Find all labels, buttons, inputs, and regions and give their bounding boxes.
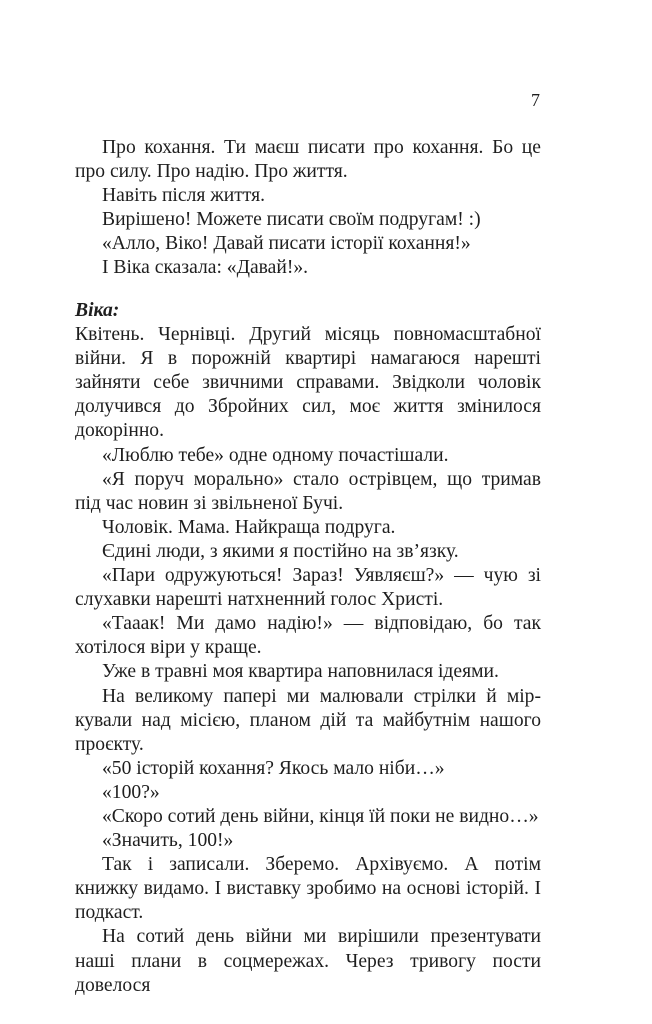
- intro-paragraph: «Алло, Віко! Давай писати історії кохання!»: [102, 233, 471, 255]
- paragraph: «50 історій кохання? Якось мало ніби…»: [102, 757, 445, 779]
- intro-paragraph: Вирішено! Можете писати своїм подругам! :): [102, 209, 481, 231]
- paragraph: «Я поруч морально» стало острівцем, що тримав під час новин зі звільненої Бучі.: [75, 468, 541, 514]
- paragraph: «Люблю тебе» одне одному почастішали.: [102, 444, 449, 466]
- paragraph: «100?»: [102, 781, 160, 803]
- paragraph: На сотий день війни ми вирішили презентувати наші плани в соцмережах. Через тривогу пости довелося: [75, 926, 541, 996]
- paragraph: Уже в травні моя квартира наповнилася ідеями.: [102, 661, 499, 683]
- intro-paragraph: І Віка сказала: «Давай!».: [102, 257, 309, 279]
- intro-paragraph: Навіть після життя.: [102, 185, 266, 207]
- paragraph: «Пари одружуються! Зараз! Уявляєш?» — чую зі слухавки нарешті натхненний голос Христі.: [75, 565, 541, 611]
- page-number: 7: [531, 90, 540, 110]
- paragraph: Єдині люди, з якими я постійно на зв’язку.: [102, 540, 459, 562]
- intro-paragraph: Про кохання. Ти маєш писати про кохання. Бо це про силу. Про надію. Про життя.: [75, 137, 541, 183]
- section-heading: Віка:: [75, 300, 120, 321]
- paragraph: На великому папері ми малювали стрілки й міркували над місією, планом дій та майбутнім нашого проєкту.: [75, 685, 541, 755]
- intro-block: [75, 136, 541, 281]
- section-block: [75, 299, 541, 998]
- paragraph: Чоловік. Мама. Найкраща подруга.: [102, 516, 396, 538]
- paragraph: «Тааак! Ми дамо надію!» — відповідаю, бо так хотілося віри у краще.: [75, 613, 541, 659]
- paragraph: «Скоро сотий день війни, кінця їй поки не видно…»: [102, 805, 539, 827]
- paragraph: Так і записали. Зберемо. Архівуємо. А потім книжку видамо. І виставку зробимо на основі історій. І подкаст.: [75, 854, 541, 924]
- paragraph: Квітень. Чернівці. Другий місяць повномасштабної війни. Я в порожній квартирі намагаюся нарешті зайняти себе звичними справами. Звідколи чоловік долучився до Збройних сил, моє життя змінилося докорінно.: [75, 324, 541, 442]
- paragraph: «Значить, 100!»: [102, 830, 234, 852]
